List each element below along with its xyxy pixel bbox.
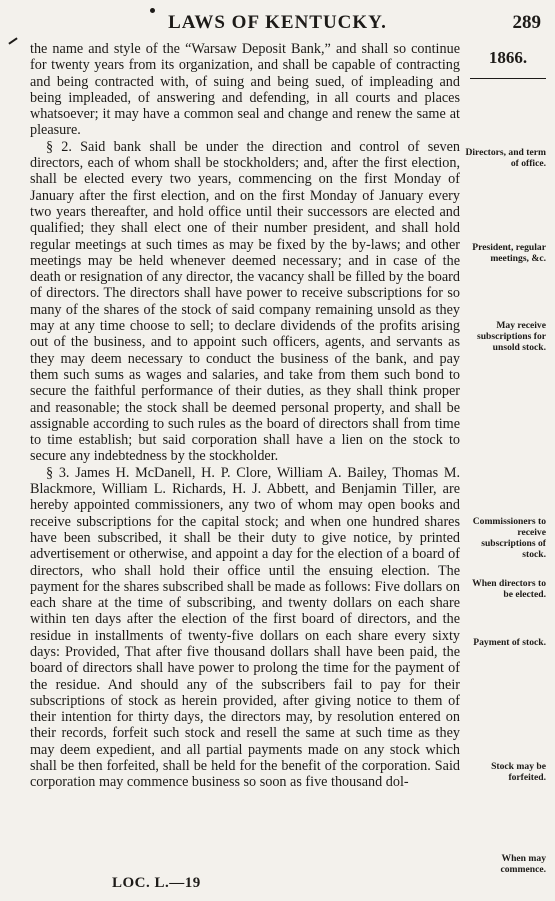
section-3-paragraph: § 3. James H. McDanell, H. P. Clore, William A. Bailey, Thomas M. Blackmore, William L. Richards, H. J. Abbett, and Benjamin Tiller, are hereby appointed commissioners, any two of whom may open books and receive subscriptions for the capital stock; and when one hundred shares have been subscribed, it shall be their duty to give notice, by printed advertisement or otherwise, and appoint a day for the election of a board of directors, who shall hold their office until the ensuing election. The payment for the shares subscribed shall be made as follows: Five dollars on each share at the time of subscribing, and twenty dollars on each share within ten days after the election of the first board of directors, and the residue in installments of twenty-five dollars on each share every sixty days: Provided, That after five thousand dollars shall have been paid, the board of directors shall have power to prolong the time for the payment of the residue. And should any of the subscribers fail to pay for their subscriptions of stock as herein provided, after giving notice to them of their intention for thirty days, the directors may, by resolution entered on their records, forfeit such stock and resell the same at such time as they may deem expedient, and all partial payments made on any stock which shall be then forfeited, shall be held for the benefit of the corporation. Said corporation may commence business so soon as five thousand dol- <box>30 464 460 791</box>
margin-note-president: President, regular meetings, &c. <box>472 242 546 264</box>
statute-text <box>30 41 460 791</box>
margin-note-commissioners: Commissioners to receive subscriptions of stock. <box>472 516 546 560</box>
section-2-paragraph: § 2. Said bank shall be under the direction and control of seven directors, each of whom shall be stockholders; and, after the first election, shall be elected every two years, commencing on the first Monday of January after the first election, and on the first Monday of January every two years thereafter, and hold office until their successors are elected and qualified; they shall elect one of their number president, and shall hold regular meetings at such times as may be fixed by the by-laws; and other meetings may be held whenever deemed necessary; and in case of the death or resignation of any director, the vacancy shall be filled by the board of directors. The directors shall have power to receive subscriptions for so many of the shares of the stock of said company remaining unsold as they may at any time choose to sell; to declare dividends of the profits arising out of the business, and to appoint such officers, agents, and servants as they may deem necessary to conduct the business of the bank, and pay them such sums as wages and salaries, and take from them such bond to secure the faithful performance of their duties, as they shall think proper and reasonable; the stock shall be deemed personal property, and shall be assignable according to such rules as the board of directors shall from time to time establish; but said corporation shall have a lien on the stock to secure any indebtedness by the stockholder. <box>30 138 460 465</box>
margin-year-rule <box>470 78 546 79</box>
margin-note-subscriptions: May receive subscriptions for unsold stock. <box>476 320 546 353</box>
margin-note-directors: Directors, and term of office. <box>465 147 546 169</box>
margin-note-forfeited: Stock may be forfeited. <box>491 761 546 783</box>
running-title: LAWS OF KENTUCKY. <box>168 12 387 33</box>
margin-note-payment: Payment of stock. <box>473 637 546 648</box>
margin-note-commence: When may commence. <box>500 853 546 875</box>
page-header <box>0 4 555 34</box>
margin-mark <box>8 37 17 44</box>
margin-note-election: When directors to be elected. <box>472 578 546 600</box>
page-number: 289 <box>512 12 541 33</box>
paragraph-continuation: the name and style of the “Warsaw Deposit Bank,” and shall so continue for twenty years from its organization, and shall be capable of contracting and being contracted with, of suing and being sued, of impleading and being impleaded, of answering and defending, in all courts and places whatsoever; it may have a common seal and change and renew the same at pleasure. <box>30 41 460 139</box>
margin-year: 1866. <box>488 48 528 67</box>
signature-mark: LOC. L.—19 <box>112 875 201 891</box>
